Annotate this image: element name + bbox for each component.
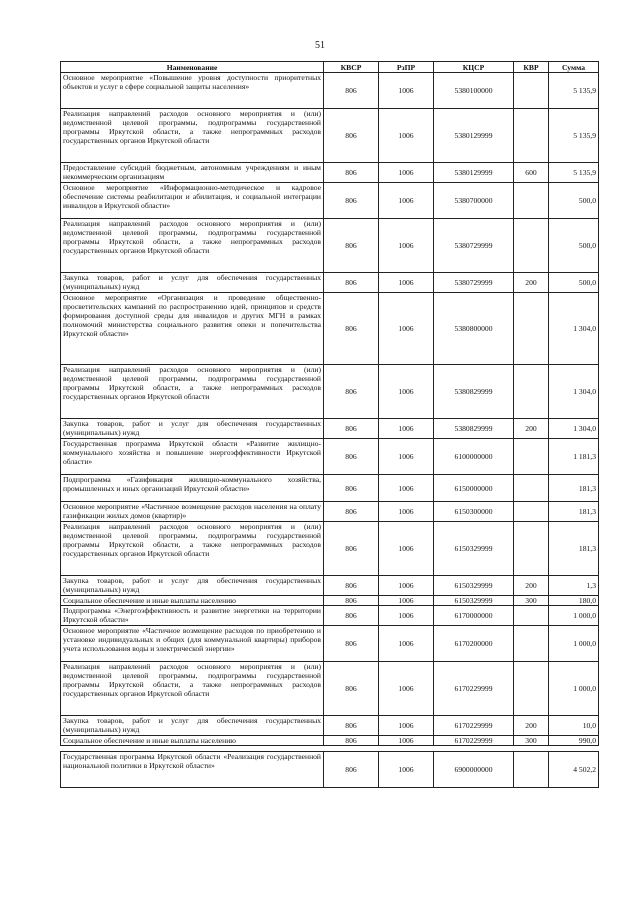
cell-sum: 500,0: [549, 273, 599, 293]
cell-name: Основное мероприятие «Частичное возмещение расходов по приобретению и установке индивидуальных и общих (для коммунальной квартиры) приборов учета использования воды и электрической энергии»: [61, 626, 324, 662]
cell-kvr: 300: [514, 736, 549, 746]
cell-kvsr: 806: [324, 163, 379, 183]
cell-kvsr: 806: [324, 219, 379, 273]
cell-kvr: [514, 752, 549, 788]
cell-kvr: 600: [514, 163, 549, 183]
cell-kvr: [514, 522, 549, 576]
cell-kcsr: 6170000000: [434, 606, 514, 626]
cell-kvsr: 806: [324, 439, 379, 475]
cell-kvr: [514, 626, 549, 662]
cell-rzpr: 1006: [379, 522, 434, 576]
cell-sum: 181,3: [549, 522, 599, 576]
cell-kvsr: 806: [324, 109, 379, 163]
cell-name: Реализация направлений расходов основного мероприятия и (или) ведомственной целевой программы, подпрограммы государственной программы Иркутской области, а также непрограммных расходов государственных органов Иркутской области: [61, 522, 324, 576]
cell-kvr: [514, 109, 549, 163]
cell-kvr: [514, 475, 549, 502]
cell-sum: 500,0: [549, 183, 599, 219]
cell-rzpr: 1006: [379, 475, 434, 502]
cell-kvr: [514, 183, 549, 219]
table-row: [61, 365, 599, 419]
cell-sum: 181,3: [549, 475, 599, 502]
table-row: [61, 293, 599, 365]
cell-rzpr: 1006: [379, 596, 434, 606]
cell-rzpr: 1006: [379, 419, 434, 439]
cell-kvsr: 806: [324, 736, 379, 746]
cell-kvsr: 806: [324, 183, 379, 219]
column-header-kcsr: КЦСР: [434, 62, 514, 73]
cell-sum: 1 000,0: [549, 662, 599, 716]
cell-sum: 5 135,9: [549, 109, 599, 163]
cell-rzpr: 1006: [379, 502, 434, 522]
table-row: [61, 163, 599, 183]
cell-name: Закупка товаров, работ и услуг для обеспечения государственных (муниципальных) нужд: [61, 273, 324, 293]
cell-kvsr: 806: [324, 419, 379, 439]
table-row: [61, 439, 599, 475]
cell-kcsr: 5380829999: [434, 365, 514, 419]
cell-sum: 990,0: [549, 736, 599, 746]
cell-kcsr: 6150329999: [434, 576, 514, 596]
cell-sum: 1 304,0: [549, 293, 599, 365]
cell-kvsr: 806: [324, 752, 379, 788]
table-row: [61, 522, 599, 576]
cell-kvsr: 806: [324, 365, 379, 419]
cell-kvsr: 806: [324, 716, 379, 736]
cell-sum: 1 304,0: [549, 365, 599, 419]
cell-rzpr: 1006: [379, 576, 434, 596]
cell-sum: 4 502,2: [549, 752, 599, 788]
cell-kvr: [514, 502, 549, 522]
cell-kvsr: 806: [324, 662, 379, 716]
cell-kcsr: 6170229999: [434, 736, 514, 746]
cell-kcsr: 5380729999: [434, 273, 514, 293]
cell-kcsr: 6170200000: [434, 626, 514, 662]
cell-name: Предоставление субсидий бюджетным, автономным учреждениям и иным некоммерческим организациям: [61, 163, 324, 183]
cell-kcsr: 6150329999: [434, 596, 514, 606]
table-row: [61, 606, 599, 626]
cell-sum: 1 181,3: [549, 439, 599, 475]
table-body: [61, 73, 599, 788]
cell-kvr: [514, 439, 549, 475]
cell-kvsr: 806: [324, 626, 379, 662]
cell-sum: 180,0: [549, 596, 599, 606]
cell-rzpr: 1006: [379, 752, 434, 788]
table-row: [61, 273, 599, 293]
table-row: [61, 626, 599, 662]
cell-kvr: [514, 662, 549, 716]
cell-kvr: [514, 219, 549, 273]
cell-rzpr: 1006: [379, 716, 434, 736]
cell-kvr: 200: [514, 419, 549, 439]
cell-kcsr: 5380129999: [434, 163, 514, 183]
cell-sum: 10,0: [549, 716, 599, 736]
cell-kvsr: 806: [324, 576, 379, 596]
cell-kvr: [514, 293, 549, 365]
cell-rzpr: 1006: [379, 736, 434, 746]
cell-kcsr: 5380800000: [434, 293, 514, 365]
table-header-row: [61, 62, 599, 73]
table-row: [61, 752, 599, 788]
cell-kcsr: 5380100000: [434, 73, 514, 109]
table-row: [61, 662, 599, 716]
cell-kcsr: 6150329999: [434, 522, 514, 576]
table-row: [61, 219, 599, 273]
table-row: [61, 596, 599, 606]
cell-rzpr: 1006: [379, 219, 434, 273]
cell-rzpr: 1006: [379, 273, 434, 293]
cell-rzpr: 1006: [379, 439, 434, 475]
cell-rzpr: 1006: [379, 109, 434, 163]
cell-kvr: 300: [514, 596, 549, 606]
cell-name: Основное мероприятие «Организация и проведение общественно-просветительских кампаний по распространению идей, принципов и средств формирования доступной среды для инвалидов и других МГН в рамках полномочий министерства социального развития опеки и попечительства Иркутской области»: [61, 293, 324, 365]
cell-name: Реализация направлений расходов основного мероприятия и (или) ведомственной целевой программы, подпрограммы государственной программы Иркутской области, а также непрограммных расходов государственных органов Иркутской области: [61, 109, 324, 163]
cell-kcsr: 5380829999: [434, 419, 514, 439]
cell-kvr: [514, 606, 549, 626]
cell-name: Реализация направлений расходов основного мероприятия и (или) ведомственной целевой программы, подпрограммы государственной программы Иркутской области, а также непрограммных расходов государственных органов Иркутской области: [61, 365, 324, 419]
cell-rzpr: 1006: [379, 662, 434, 716]
cell-name: Социальное обеспечение и иные выплаты населению: [61, 596, 324, 606]
cell-kcsr: 5380129999: [434, 109, 514, 163]
table-row: [61, 716, 599, 736]
cell-sum: 500,0: [549, 219, 599, 273]
cell-rzpr: 1006: [379, 293, 434, 365]
cell-kcsr: 6100000000: [434, 439, 514, 475]
cell-kvsr: 806: [324, 522, 379, 576]
cell-sum: 5 135,9: [549, 73, 599, 109]
cell-kvsr: 806: [324, 73, 379, 109]
cell-kvsr: 806: [324, 596, 379, 606]
table-row: [61, 502, 599, 522]
cell-kcsr: 6150000000: [434, 475, 514, 502]
table-row: [61, 576, 599, 596]
cell-name: Подпрограмма «Газификация жилищно-коммунального хозяйства, промышленных и иных организаций Иркутской области»: [61, 475, 324, 502]
cell-kvsr: 806: [324, 475, 379, 502]
table-row: [61, 475, 599, 502]
column-header-kvsr: КВСР: [324, 62, 379, 73]
cell-sum: 5 135,9: [549, 163, 599, 183]
cell-kvsr: 806: [324, 273, 379, 293]
cell-rzpr: 1006: [379, 626, 434, 662]
cell-name: Социальное обеспечение и иные выплаты населению: [61, 736, 324, 746]
cell-name: Государственная программа Иркутской области «Реализация государственной национальной политики в Иркутской области»: [61, 752, 324, 788]
table-row: [61, 109, 599, 163]
cell-name: Основное мероприятие «Информационно-методическое и кадровое обеспечение системы реабилитации и абилитация, и социальной интеграции инвалидов в Иркутской области»: [61, 183, 324, 219]
cell-kvr: 200: [514, 716, 549, 736]
cell-sum: 1 304,0: [549, 419, 599, 439]
cell-sum: 1 000,0: [549, 626, 599, 662]
cell-name: Основное мероприятие «Частичное возмещение расходов населения на оплату газификации жилых домов (квартир)»: [61, 502, 324, 522]
cell-kvsr: 806: [324, 502, 379, 522]
column-header-rzpr: РзПР: [379, 62, 434, 73]
cell-kvsr: 806: [324, 606, 379, 626]
cell-rzpr: 1006: [379, 163, 434, 183]
cell-name: Закупка товаров, работ и услуг для обеспечения государственных (муниципальных) нужд: [61, 576, 324, 596]
cell-rzpr: 1006: [379, 606, 434, 626]
cell-name: Государственная программа Иркутской области «Развитие жилищно-коммунального хозяйства и повышение энергоэффективности Иркутской области»: [61, 439, 324, 475]
cell-kcsr: 5380700000: [434, 183, 514, 219]
budget-table: [60, 61, 599, 788]
cell-kvr: 200: [514, 273, 549, 293]
cell-rzpr: 1006: [379, 365, 434, 419]
cell-name: Реализация направлений расходов основного мероприятия и (или) ведомственной целевой программы, подпрограммы государственной программы Иркутской области, а также непрограммных расходов государственных органов Иркутской области: [61, 219, 324, 273]
cell-rzpr: 1006: [379, 183, 434, 219]
cell-kvr: [514, 73, 549, 109]
cell-kvsr: 806: [324, 293, 379, 365]
cell-sum: 1 000,0: [549, 606, 599, 626]
page-number: 51: [315, 40, 325, 51]
cell-name: Реализация направлений расходов основного мероприятия и (или) ведомственной целевой программы, подпрограммы государственной программы Иркутской области, а также непрограммных расходов государственных органов Иркутской области: [61, 662, 324, 716]
cell-kvr: [514, 365, 549, 419]
cell-name: Закупка товаров, работ и услуг для обеспечения государственных (муниципальных) нужд: [61, 716, 324, 736]
cell-kcsr: 6150300000: [434, 502, 514, 522]
cell-kcsr: 6170229999: [434, 716, 514, 736]
column-header-name: Наименование: [61, 62, 324, 73]
cell-kcsr: 5380729999: [434, 219, 514, 273]
cell-name: Основное мероприятие «Повышение уровня доступности приоритетных объектов и услуг в сфере социальной защиты населения»: [61, 73, 324, 109]
cell-sum: 181,3: [549, 502, 599, 522]
table-row: [61, 73, 599, 109]
table-row: [61, 736, 599, 746]
column-header-kvr: КВР: [514, 62, 549, 73]
cell-kvr: 200: [514, 576, 549, 596]
cell-name: Подпрограмма «Энергоэффективность и развитие энергетики на территории Иркутской области»: [61, 606, 324, 626]
table-row: [61, 183, 599, 219]
cell-sum: 1,3: [549, 576, 599, 596]
cell-name: Закупка товаров, работ и услуг для обеспечения государственных (муниципальных) нужд: [61, 419, 324, 439]
column-header-sum: Сумма: [549, 62, 599, 73]
cell-kcsr: 6900000000: [434, 752, 514, 788]
cell-kcsr: 6170229999: [434, 662, 514, 716]
cell-rzpr: 1006: [379, 73, 434, 109]
table-row: [61, 419, 599, 439]
